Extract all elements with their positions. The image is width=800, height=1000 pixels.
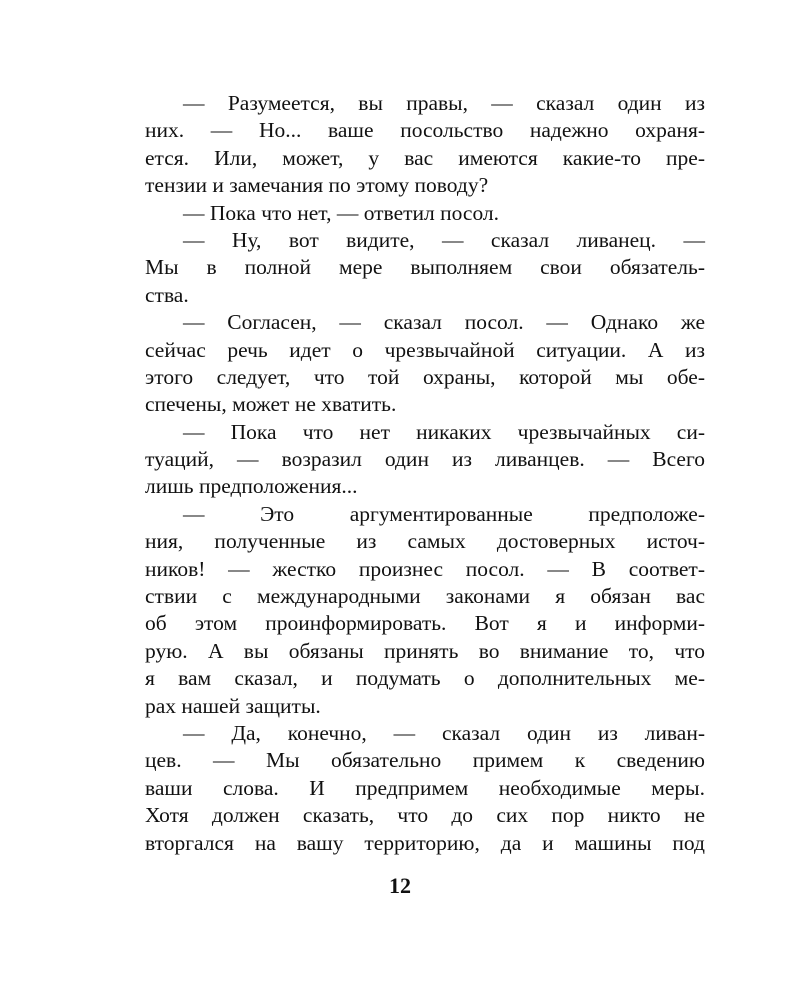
text-line: спечены, может не хватить. bbox=[145, 392, 397, 417]
page-number: 12 bbox=[389, 873, 411, 898]
text-line: этого следует, что той охраны, которой мы обе- bbox=[145, 364, 705, 389]
body-text bbox=[145, 90, 705, 857]
text-line: ства. bbox=[145, 282, 189, 307]
text-line: вторгался на вашу территорию, да и машины под bbox=[145, 830, 705, 855]
text-line: — Ну, вот видите, — сказал ливанец. — bbox=[183, 227, 705, 252]
text-line: Мы в полной мере выполняем свои обязатель- bbox=[145, 255, 705, 280]
text-line: ников! — жестко произнес посол. — В соответ- bbox=[145, 556, 705, 581]
text-line: — Да, конечно, — сказал один из ливан- bbox=[183, 720, 705, 745]
text-line: — Пока что нет, — ответил посол. bbox=[183, 200, 500, 225]
text-line: них. — Но... ваше посольство надежно охраня- bbox=[145, 118, 705, 143]
text-line: лишь предположения... bbox=[145, 474, 358, 499]
text-line: цев. — Мы обязательно примем к сведению bbox=[145, 748, 705, 773]
text-line: — Это аргументированные предположе- bbox=[183, 501, 705, 526]
text-line: Хотя должен сказать, что до сих пор никто не bbox=[145, 803, 705, 828]
text-line: — Разумеется, вы правы, — сказал один из bbox=[183, 91, 705, 115]
text-line: ния, полученные из самых достоверных источ- bbox=[145, 529, 705, 554]
text-line: ствии с международными законами я обязан вас bbox=[145, 584, 705, 609]
text-line: ваши слова. И предпримем необходимые меры. bbox=[145, 775, 705, 800]
text-line: рах нашей защиты. bbox=[145, 693, 321, 718]
text-line: об этом проинформировать. Вот я и информи- bbox=[145, 611, 705, 636]
text-line: рую. А вы обязаны принять во внимание то, что bbox=[145, 638, 705, 663]
text-line: сейчас речь идет о чрезвычайной ситуации. А из bbox=[145, 337, 705, 362]
text-line: — Согласен, — сказал посол. — Однако же bbox=[183, 310, 705, 335]
text-line: тензии и замечания по этому поводу? bbox=[145, 173, 489, 198]
text-line: туаций, — возразил один из ливанцев. — Всего bbox=[145, 447, 705, 472]
text-line: я вам сказал, и подумать о дополнительных ме- bbox=[145, 666, 705, 691]
text-line: — Пока что нет никаких чрезвычайных си- bbox=[183, 419, 705, 444]
text-line: ется. Или, может, у вас имеются какие-то пре- bbox=[145, 145, 705, 170]
